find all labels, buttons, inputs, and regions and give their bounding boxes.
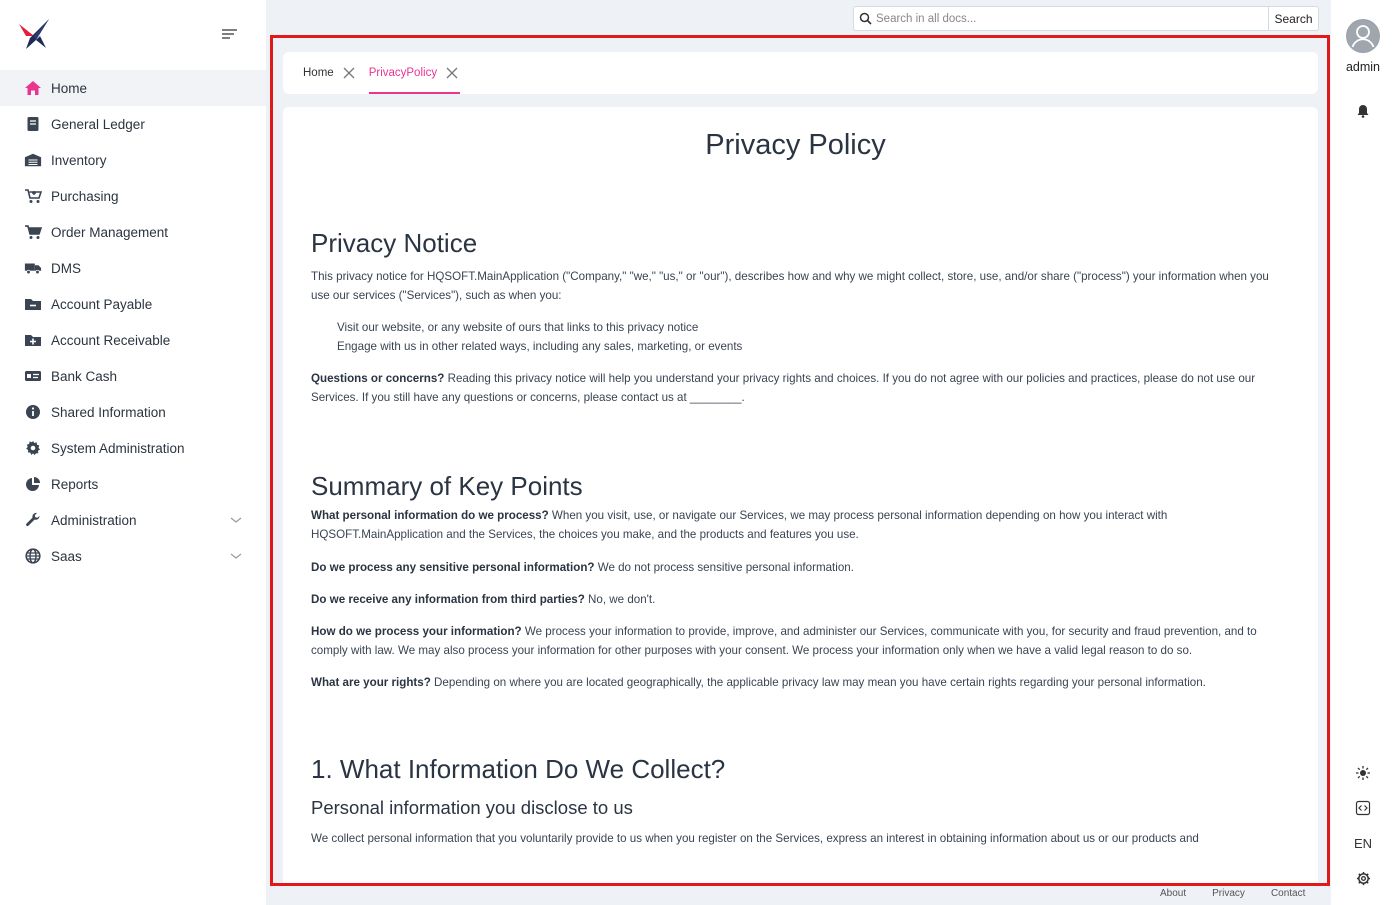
paragraph: [311, 369, 1280, 407]
footer-privacy-link[interactable]: Privacy: [1212, 888, 1245, 899]
sidebar-item-purchasing[interactable]: [0, 178, 266, 214]
sidebar-item-reports[interactable]: [0, 466, 266, 502]
bell-icon[interactable]: [1353, 101, 1373, 121]
sidebar: [0, 0, 266, 905]
sidebar-item-label: General Ledger: [51, 116, 145, 132]
avatar[interactable]: [1346, 19, 1380, 53]
sidebar-item-label: Saas: [51, 548, 82, 564]
pie-chart-icon: [24, 475, 42, 493]
sun-icon[interactable]: [1353, 763, 1373, 783]
answer-text: Reading this privacy notice will help you understand your privacy rights and choices. If you do not agree with our policies and practices, please do not use our Services. If you still have any questions or concerns, please contact us at ________.: [311, 372, 1256, 404]
tab-label: PrivacyPolicy: [368, 67, 438, 79]
wrench-icon: [24, 511, 42, 529]
subsection-heading: Personal information you disclose to us: [311, 797, 633, 818]
search-button[interactable]: Search: [1268, 7, 1318, 30]
footer-contact-link[interactable]: Contact: [1270, 888, 1306, 899]
sidebar-item-general-ledger[interactable]: [0, 106, 266, 142]
paragraph: [311, 673, 1280, 692]
sidebar-item-inventory[interactable]: [0, 142, 266, 178]
section-heading: Summary of Key Points: [311, 471, 583, 501]
global-search: [853, 6, 1319, 31]
home-icon: [24, 79, 42, 97]
close-icon[interactable]: [446, 67, 458, 79]
paragraph: [311, 590, 1280, 609]
section-heading: Privacy Notice: [311, 228, 478, 258]
folder-minus-icon: [24, 295, 42, 313]
paragraph: [311, 506, 1280, 544]
answer-text: We do not process sensitive personal information.: [594, 561, 854, 574]
paragraph: This privacy notice for HQSOFT.MainApplication ("Company," "we," "us," or "our"), describes how and why we might collect, store, use, and/or share ("process") your information when you use our services ("Services"), such as when you:: [311, 270, 1269, 302]
answer-text: Depending on where you are located geographically, the applicable privacy law may mean you have certain rights regarding your personal information.: [430, 676, 1206, 689]
sidebar-item-label: Inventory: [51, 152, 107, 168]
main-content: [270, 35, 1330, 886]
sidebar-item-label: Purchasing: [51, 188, 119, 204]
answer-text: When you visit, use, or navigate our Services, we may process personal information depending on how you interact with HQSOFT.MainApplication and the Services, the choices you make, and the products and features you use.: [311, 509, 1168, 541]
sidebar-item-bank-cash[interactable]: [0, 358, 266, 394]
sidebar-item-label: Reports: [51, 476, 99, 492]
sidebar-item-saas[interactable]: [0, 538, 266, 574]
paragraph: [311, 622, 1280, 660]
answer-text: We process your information to provide, improve, and administer our Services, communicate with you, for security and fraud prevention, and to comply with law. We may also process your information for other purposes with your consent. We process your information only when we have a valid legal reason to do so.: [311, 625, 1257, 657]
paragraph: [311, 558, 1280, 577]
gear-icon: [24, 439, 42, 457]
footer-about-link[interactable]: About: [1160, 888, 1187, 899]
page-title: Privacy Policy: [705, 129, 886, 161]
sidebar-item-label: Home: [51, 80, 88, 96]
right-rail: [1331, 0, 1395, 905]
tab-bar: [283, 52, 1318, 94]
sidebar-item-dms[interactable]: [0, 250, 266, 286]
card-icon: [24, 367, 42, 385]
bullet-list: [311, 318, 1280, 356]
sidebar-item-label: Order Management: [51, 224, 169, 240]
tab-privacy-policy[interactable]: [369, 52, 458, 94]
tab-label: Home: [303, 67, 334, 79]
paragraph: We collect personal information that you voluntarily provide to us when you register on the Services, express an interest in obtaining information about us or our products and: [311, 832, 1199, 845]
sidebar-item-shared-information[interactable]: [0, 394, 266, 430]
sidebar-item-system-administration[interactable]: [0, 430, 266, 466]
question-label: Do we receive any information from third parties?: [311, 593, 585, 606]
sidebar-item-label: Account Receivable: [51, 332, 171, 348]
search-icon: [854, 7, 876, 30]
tab-home[interactable]: [303, 52, 355, 94]
list-item: Visit our website, or any website of ours that links to this privacy notice: [337, 321, 699, 334]
search-input[interactable]: [876, 7, 1268, 30]
sidebar-item-account-payable[interactable]: [0, 286, 266, 322]
sidebar-item-label: System Administration: [51, 440, 185, 456]
sidebar-item-label: DMS: [51, 260, 81, 276]
question-label: How do we process your information?: [311, 625, 522, 638]
question-label: What are your rights?: [311, 676, 431, 689]
sidebar-item-administration[interactable]: [0, 502, 266, 538]
footer: [1160, 888, 1331, 899]
sidebar-nav: [0, 70, 266, 574]
folder-plus-icon: [24, 331, 42, 349]
settings-icon[interactable]: [1353, 868, 1373, 888]
question-label: Do we process any sensitive personal information?: [311, 561, 595, 574]
answer-text: No, we don't.: [584, 593, 656, 606]
app-logo[interactable]: [16, 16, 52, 52]
sidebar-item-label: Bank Cash: [51, 368, 118, 384]
sidebar-item-order-management[interactable]: [0, 214, 266, 250]
close-icon[interactable]: [343, 67, 355, 79]
code-icon[interactable]: [1353, 798, 1373, 818]
sidebar-item-label: Shared Information: [51, 404, 166, 420]
section-heading: 1. What Information Do We Collect?: [311, 754, 726, 784]
chevron-down-icon[interactable]: [230, 550, 242, 562]
language-switcher[interactable]: EN: [1353, 836, 1373, 851]
cart-icon: [24, 223, 42, 241]
chevron-down-icon[interactable]: [230, 514, 242, 526]
cart-add-icon: [24, 187, 42, 205]
menu-toggle-icon[interactable]: [220, 27, 240, 43]
sidebar-item-label: Account Payable: [51, 296, 153, 312]
sidebar-item-label: Administration: [51, 512, 137, 528]
warehouse-icon: [24, 151, 42, 169]
ledger-icon: [24, 115, 42, 133]
sidebar-item-home[interactable]: [0, 70, 266, 106]
truck-icon: [24, 259, 42, 277]
sidebar-item-account-receivable[interactable]: [0, 322, 266, 358]
list-item: Engage with us in other related ways, including any sales, marketing, or events: [337, 340, 743, 353]
question-label: Questions or concerns?: [311, 372, 445, 385]
document-body: [283, 107, 1318, 886]
info-icon: [24, 403, 42, 421]
globe-icon: [24, 547, 42, 565]
question-label: What personal information do we process?: [311, 509, 549, 522]
user-name[interactable]: admin: [1345, 60, 1381, 74]
